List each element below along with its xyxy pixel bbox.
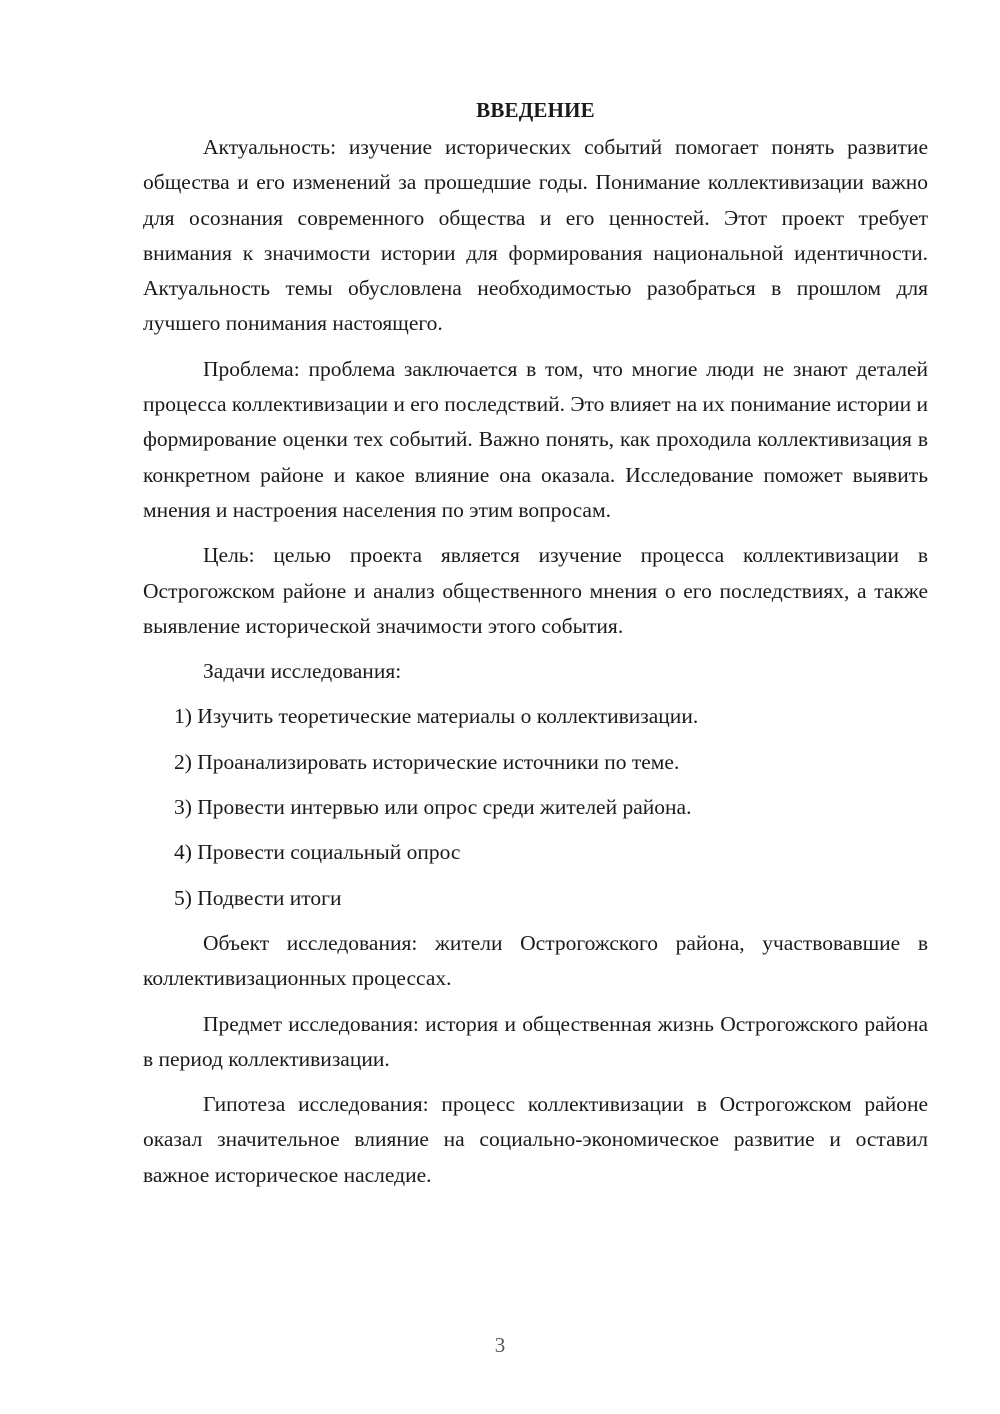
paragraph-object: Объект исследования: жители Острогожского района, участвовавшие в коллективизационных процессах. [143,930,928,991]
paragraph-hypothesis: Гипотеза исследования: процесс коллективизации в Острогожском районе оказал значительное влияние на социально-экономическое развитие и оставил важное историческое наследие. [143,1092,928,1187]
tasks-list [143,699,928,915]
list-item: 5) Подвести итоги [174,885,342,910]
document-page [143,92,928,1203]
list-item: 2) Проанализировать исторические источники по теме. [174,749,680,774]
page-title: ВВЕДЕНИЕ [476,98,595,122]
list-item: 3) Провести интервью или опрос среди жителей района. [174,795,692,820]
tasks-heading: Задачи исследования: [203,659,402,684]
paragraph-problem: Проблема: проблема заключается в том, что многие люди не знают деталей процесса коллективизации и его последствий. Это влияет на их понимание истории и формирование оценки тех событий. Важно понять, как проходила коллективизация в конкретном районе и какое влияние она оказала. Исследование поможет выявить мнения и настроения населения по этим вопросам. [143,356,928,522]
paragraph-goal: Цель: целью проекта является изучение процесса коллективизации в Острогожском районе и анализ общественного мнения о его последствиях, а также выявление исторической значимости этого события. [143,543,928,638]
list-item: 4) Провести социальный опрос [174,840,461,865]
paragraph-subject: Предмет исследования: история и общественная жизнь Острогожского района в период коллективизации. [143,1011,928,1071]
paragraph-relevance: Актуальность: изучение исторических событий помогает понять развитие общества и его изменений за прошедшие годы. Понимание коллективизации важно для осознания современного общества и его ценностей. Этот проект требует внимания к значимости истории для формирования национальной идентичности. Актуальность темы обусловлена необходимостью разобраться в прошлом для лучшего понимания настоящего. [143,135,928,336]
list-item: 1) Изучить теоретические материалы о коллективизации. [174,704,699,729]
page-number: 3 [494,1333,506,1357]
